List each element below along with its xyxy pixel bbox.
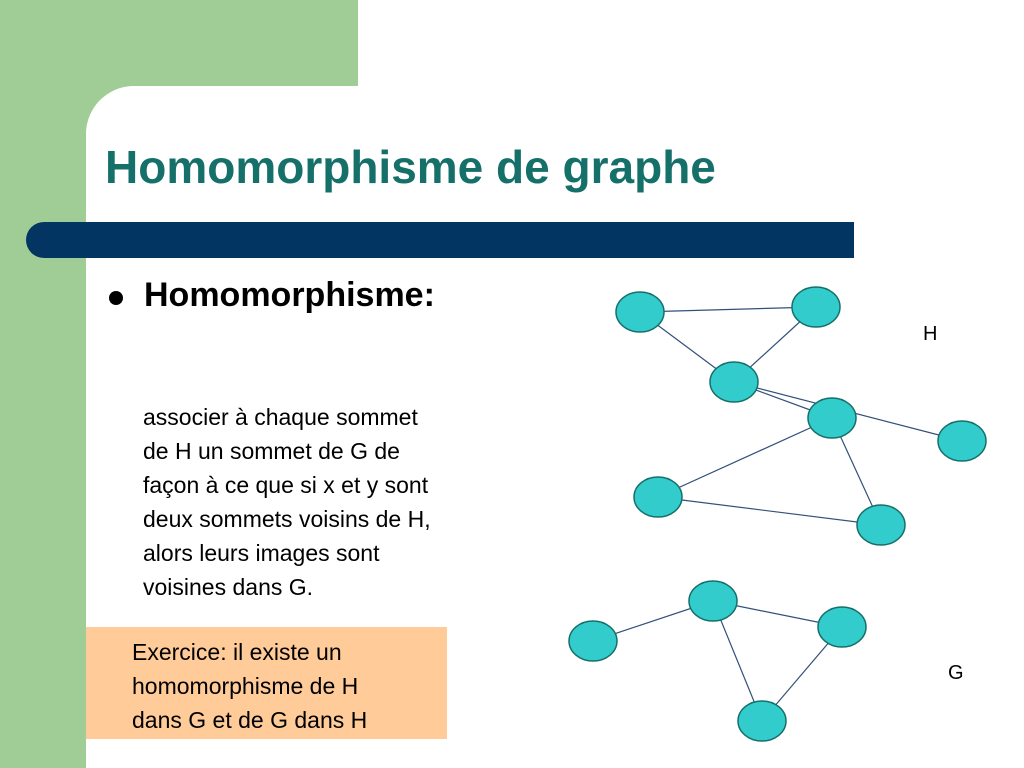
graph-h-vertex [634,477,682,517]
graph-h-edge [658,418,832,497]
graph-h-edge [658,497,881,525]
graph-h-label: H [923,323,938,345]
graph-g-vertex [818,607,866,647]
graph-h-vertex [792,287,840,327]
graph-h-vertex [938,421,986,461]
graph-h-vertex [808,398,856,438]
graph-h-vertex [616,292,664,332]
graph-g [569,581,866,741]
graph-g-label: G [948,662,964,684]
exercise-text: Exercice: il existe un homomorphisme de H dans G et de G dans H [132,639,368,733]
graph-h-vertex [857,505,905,545]
graph-h-edge [640,307,816,312]
slide-title: Homomorphisme de graphe [105,141,716,193]
graph-g-vertex [689,581,737,621]
graph-h-vertex [710,362,758,402]
graph-g-vertex [569,621,617,661]
definition-text: associer à chaque sommet de H un sommet de G de façon à ce que si x et y sont deux sommets voisins de H, alors leurs images sont voisines dans G. [143,404,431,600]
graph-g-vertex [738,701,786,741]
bullet-heading: Homomorphisme: [144,276,435,314]
